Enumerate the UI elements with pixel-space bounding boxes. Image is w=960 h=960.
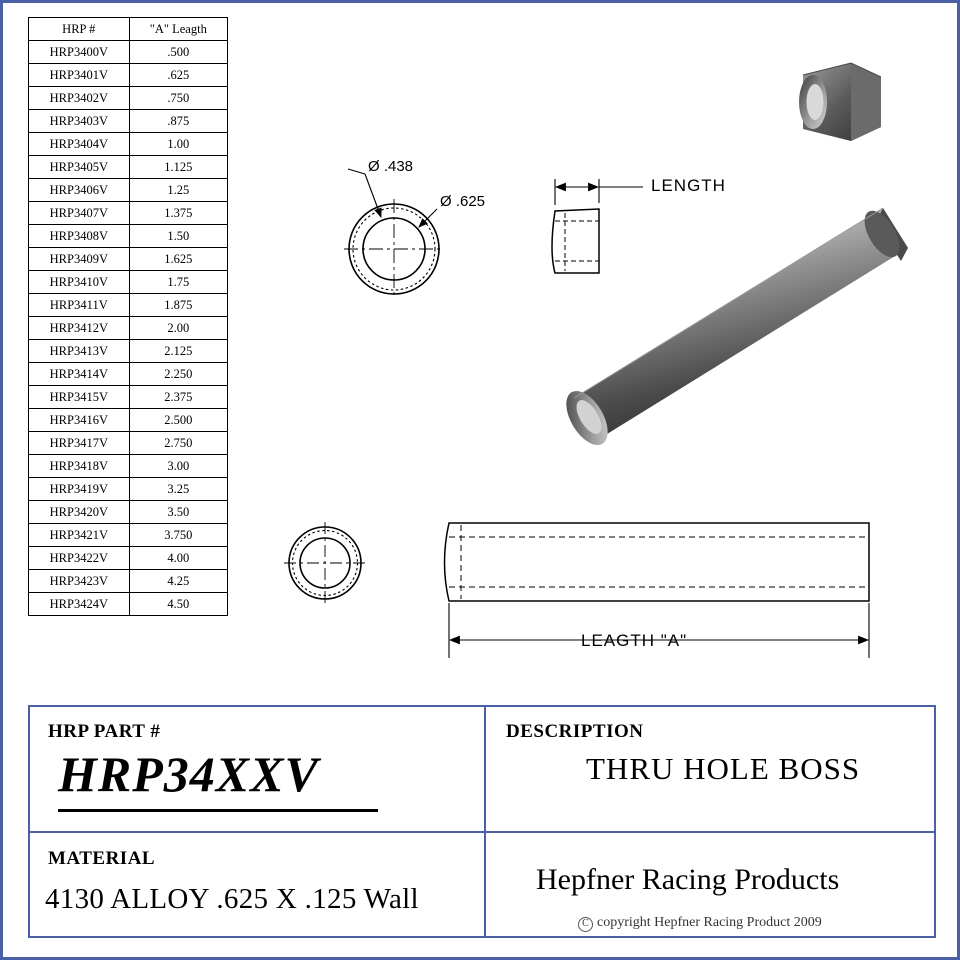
outer-diameter-label: Ø .625 — [440, 193, 486, 210]
overall-length-label: LEAGTH "A" — [581, 631, 688, 650]
table-row — [29, 294, 228, 317]
column-header-length: "A" Leagth — [129, 18, 227, 41]
table-row — [29, 156, 228, 179]
cell-length: .625 — [129, 64, 227, 87]
copyright-notice — [578, 915, 822, 932]
cell-part-number: HRP3424V — [29, 593, 130, 616]
cell-length: .875 — [129, 110, 227, 133]
material-label: MATERIAL — [48, 848, 156, 869]
cell-length: .750 — [129, 87, 227, 110]
cell-part-number: HRP3400V — [29, 41, 130, 64]
cell-length: 1.00 — [129, 133, 227, 156]
cell-part-number: HRP3419V — [29, 478, 130, 501]
cell-part-number: HRP3401V — [29, 64, 130, 87]
cell-length: 2.125 — [129, 340, 227, 363]
cell-length: 2.250 — [129, 363, 227, 386]
part-number-underline — [58, 809, 378, 812]
cell-part-number: HRP3416V — [29, 409, 130, 432]
cell-part-number: HRP3411V — [29, 294, 130, 317]
cell-part-number: HRP3412V — [29, 317, 130, 340]
table-row — [29, 41, 228, 64]
table-row — [29, 570, 228, 593]
copyright-icon: C — [578, 917, 593, 932]
table-row — [29, 501, 228, 524]
table-row — [29, 363, 228, 386]
title-block-divider-horizontal — [28, 831, 936, 833]
cell-length: 3.25 — [129, 478, 227, 501]
tube-3d-large — [558, 205, 908, 452]
column-header-part: HRP # — [29, 18, 130, 41]
cell-length: 2.750 — [129, 432, 227, 455]
boss-3d-small — [799, 63, 881, 141]
cell-part-number: HRP3410V — [29, 271, 130, 294]
parts-table — [28, 17, 228, 616]
cell-part-number: HRP3406V — [29, 179, 130, 202]
cell-part-number: HRP3403V — [29, 110, 130, 133]
cell-length: 1.50 — [129, 225, 227, 248]
table-row — [29, 248, 228, 271]
cell-length: 3.00 — [129, 455, 227, 478]
cell-length: 3.50 — [129, 501, 227, 524]
cell-part-number: HRP3423V — [29, 570, 130, 593]
cross-section-top — [344, 199, 444, 299]
cell-length: 1.25 — [129, 179, 227, 202]
cell-length: .500 — [129, 41, 227, 64]
table-row — [29, 547, 228, 570]
table-row — [29, 87, 228, 110]
part-number-label: HRP PART # — [48, 721, 161, 742]
cell-part-number: HRP3417V — [29, 432, 130, 455]
part-number-value: HRP34XXV — [58, 746, 319, 802]
cell-part-number: HRP3405V — [29, 156, 130, 179]
cell-length: 3.750 — [129, 524, 227, 547]
table-row — [29, 271, 228, 294]
description-label: DESCRIPTION — [506, 721, 644, 742]
side-view-long — [445, 523, 870, 601]
cell-length: 2.375 — [129, 386, 227, 409]
cell-length: 1.75 — [129, 271, 227, 294]
cell-length: 1.375 — [129, 202, 227, 225]
table-row — [29, 386, 228, 409]
table-row — [29, 179, 228, 202]
material-value: 4130 ALLOY .625 X .125 Wall — [45, 883, 419, 915]
cross-section-bottom — [284, 522, 366, 604]
description-value: THRU HOLE BOSS — [586, 751, 861, 786]
cell-part-number: HRP3409V — [29, 248, 130, 271]
cell-part-number: HRP3404V — [29, 133, 130, 156]
cell-length: 1.125 — [129, 156, 227, 179]
table-row — [29, 593, 228, 616]
cell-part-number: HRP3402V — [29, 87, 130, 110]
cell-length: 2.500 — [129, 409, 227, 432]
length-dimension — [555, 179, 643, 205]
cell-part-number: HRP3421V — [29, 524, 130, 547]
table-row — [29, 225, 228, 248]
copyright-text: copyright Hepfner Racing Product 2009 — [597, 915, 822, 930]
table-body — [29, 41, 228, 616]
cell-part-number: HRP3415V — [29, 386, 130, 409]
table-row — [29, 340, 228, 363]
table-row — [29, 317, 228, 340]
table-header-row — [29, 18, 228, 41]
side-view-small — [552, 209, 599, 273]
table-row — [29, 432, 228, 455]
title-block-divider-vertical — [484, 705, 486, 938]
cell-part-number: HRP3414V — [29, 363, 130, 386]
table-row — [29, 409, 228, 432]
side-view-long-hidden — [449, 525, 869, 599]
cell-part-number: HRP3422V — [29, 547, 130, 570]
table-row — [29, 110, 228, 133]
cell-part-number: HRP3407V — [29, 202, 130, 225]
table-row — [29, 133, 228, 156]
cell-length: 4.25 — [129, 570, 227, 593]
table-row — [29, 455, 228, 478]
cell-length: 1.875 — [129, 294, 227, 317]
dimension-leaders — [348, 169, 437, 227]
table-row — [29, 524, 228, 547]
table-row — [29, 64, 228, 87]
cell-part-number: HRP3420V — [29, 501, 130, 524]
cell-part-number: HRP3418V — [29, 455, 130, 478]
inner-diameter-label: Ø .438 — [368, 158, 414, 175]
cell-part-number: HRP3408V — [29, 225, 130, 248]
table-row — [29, 202, 228, 225]
cell-length: 4.50 — [129, 593, 227, 616]
cell-part-number: HRP3413V — [29, 340, 130, 363]
cell-length: 1.625 — [129, 248, 227, 271]
table-row — [29, 478, 228, 501]
company-name: Hepfner Racing Products — [536, 863, 840, 896]
cell-length: 2.00 — [129, 317, 227, 340]
length-label: LENGTH — [651, 176, 726, 195]
cell-length: 4.00 — [129, 547, 227, 570]
